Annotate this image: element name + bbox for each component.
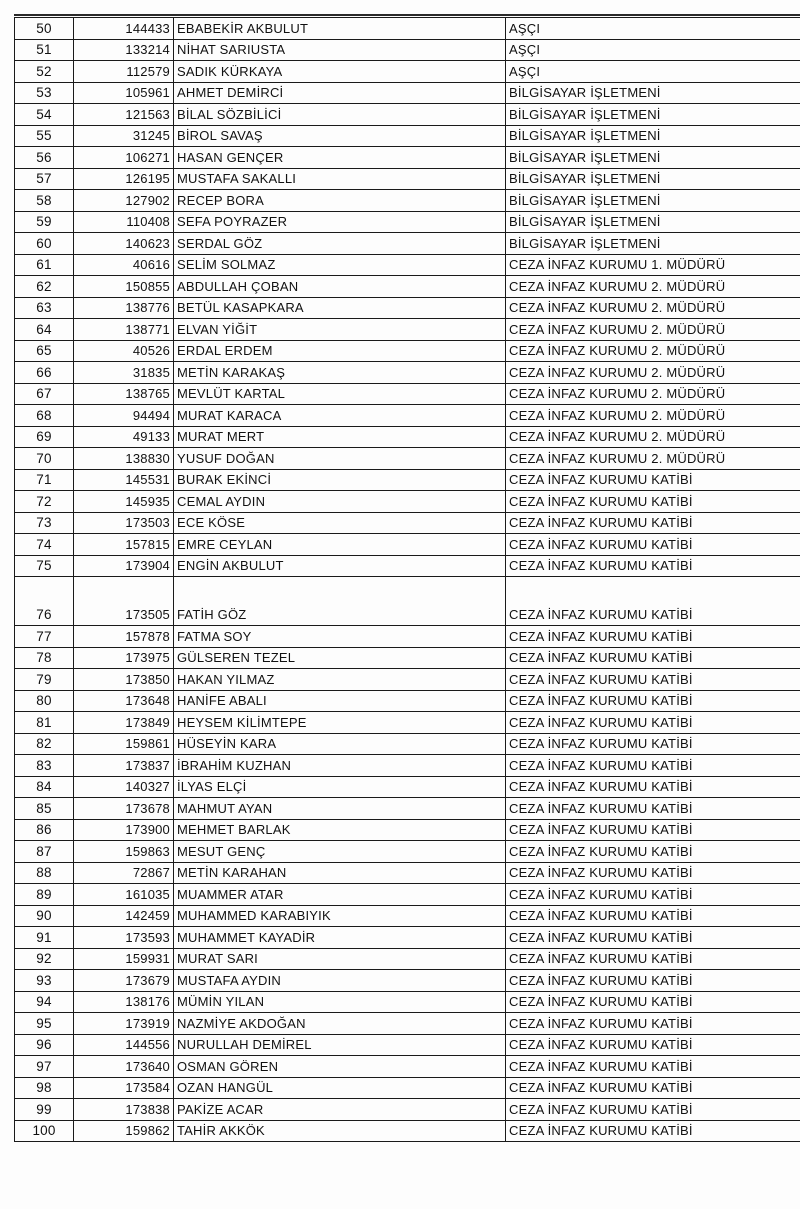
- table-row: [15, 905, 800, 927]
- registry-number: 110408: [74, 211, 174, 233]
- job-title: CEZA İNFAZ KURUMU 2. MÜDÜRÜ: [506, 319, 800, 341]
- job-title: CEZA İNFAZ KURUMU 2. MÜDÜRÜ: [506, 362, 800, 384]
- table-row: [15, 512, 800, 534]
- table-row: [15, 405, 800, 427]
- job-title: CEZA İNFAZ KURUMU 2. MÜDÜRÜ: [506, 297, 800, 319]
- registry-number: 138765: [74, 383, 174, 405]
- registry-number: 121563: [74, 104, 174, 126]
- registry-number: 105961: [74, 82, 174, 104]
- row-number: 94: [15, 991, 74, 1013]
- table-row: [15, 147, 800, 169]
- registry-number: 144556: [74, 1034, 174, 1056]
- registry-number: 161035: [74, 884, 174, 906]
- registry-number: 159931: [74, 948, 174, 970]
- row-number: 89: [15, 884, 74, 906]
- table-row: [15, 39, 800, 61]
- person-name: OZAN HANGÜL: [174, 1077, 506, 1099]
- row-number: 90: [15, 905, 74, 927]
- person-name: MAHMUT AYAN: [174, 798, 506, 820]
- registry-number: 126195: [74, 168, 174, 190]
- row-number: 59: [15, 211, 74, 233]
- registry-number: 31245: [74, 125, 174, 147]
- registry-number: 140327: [74, 776, 174, 798]
- table-row: [15, 991, 800, 1013]
- table-row: [15, 626, 800, 648]
- job-title: CEZA İNFAZ KURUMU 2. MÜDÜRÜ: [506, 448, 800, 470]
- row-number: 83: [15, 755, 74, 777]
- person-name: HÜSEYİN KARA: [174, 733, 506, 755]
- person-name: MURAT MERT: [174, 426, 506, 448]
- job-title: BİLGİSAYAR İŞLETMENİ: [506, 82, 800, 104]
- row-number: 54: [15, 104, 74, 126]
- registry-number: 138830: [74, 448, 174, 470]
- job-title: AŞÇI: [506, 39, 800, 61]
- table-row: [15, 340, 800, 362]
- job-title: CEZA İNFAZ KURUMU KATİBİ: [506, 819, 800, 841]
- person-name: BETÜL KASAPKARA: [174, 297, 506, 319]
- table-row: [15, 776, 800, 798]
- table-row: [15, 104, 800, 126]
- personnel-table: [14, 17, 800, 1142]
- person-name: AHMET DEMİRCİ: [174, 82, 506, 104]
- job-title: CEZA İNFAZ KURUMU KATİBİ: [506, 948, 800, 970]
- registry-number: 40526: [74, 340, 174, 362]
- table-row: [15, 555, 800, 577]
- job-title: CEZA İNFAZ KURUMU KATİBİ: [506, 884, 800, 906]
- registry-number: 173849: [74, 712, 174, 734]
- registry-number: 127902: [74, 190, 174, 212]
- job-title: CEZA İNFAZ KURUMU KATİBİ: [506, 1056, 800, 1078]
- table-row: [15, 948, 800, 970]
- row-number: 78: [15, 647, 74, 669]
- registry-number: 49133: [74, 426, 174, 448]
- person-name: OSMAN GÖREN: [174, 1056, 506, 1078]
- row-number: 75: [15, 555, 74, 577]
- row-number: 53: [15, 82, 74, 104]
- table-row: [15, 690, 800, 712]
- job-title: AŞÇI: [506, 61, 800, 83]
- person-name: MESUT GENÇ: [174, 841, 506, 863]
- row-number: 58: [15, 190, 74, 212]
- person-name: PAKİZE ACAR: [174, 1099, 506, 1121]
- person-name: HANİFE ABALI: [174, 690, 506, 712]
- registry-number: 173837: [74, 755, 174, 777]
- job-title: CEZA İNFAZ KURUMU 1. MÜDÜRÜ: [506, 254, 800, 276]
- table-row: [15, 297, 800, 319]
- row-number: 55: [15, 125, 74, 147]
- person-name: HASAN GENÇER: [174, 147, 506, 169]
- table-row: [15, 1099, 800, 1121]
- registry-number: 138176: [74, 991, 174, 1013]
- person-name: İLYAS ELÇİ: [174, 776, 506, 798]
- registry-number: 173900: [74, 819, 174, 841]
- registry-number: 159863: [74, 841, 174, 863]
- table-row: [15, 927, 800, 949]
- person-name: ELVAN YİĞİT: [174, 319, 506, 341]
- table-row: [15, 1034, 800, 1056]
- table-row: [15, 884, 800, 906]
- registry-number: 106271: [74, 147, 174, 169]
- job-title: BİLGİSAYAR İŞLETMENİ: [506, 190, 800, 212]
- row-number: 92: [15, 948, 74, 970]
- registry-number: 173640: [74, 1056, 174, 1078]
- person-name: NURULLAH DEMİREL: [174, 1034, 506, 1056]
- row-number: 74: [15, 534, 74, 556]
- job-title: CEZA İNFAZ KURUMU KATİBİ: [506, 534, 800, 556]
- row-number: 99: [15, 1099, 74, 1121]
- person-name: BİROL SAVAŞ: [174, 125, 506, 147]
- registry-number: 112579: [74, 61, 174, 83]
- table-row: [15, 125, 800, 147]
- person-name: TAHİR AKKÖK: [174, 1120, 506, 1142]
- registry-number: 157878: [74, 626, 174, 648]
- person-name: FATMA SOY: [174, 626, 506, 648]
- job-title: BİLGİSAYAR İŞLETMENİ: [506, 147, 800, 169]
- registry-number: 173838: [74, 1099, 174, 1121]
- job-title: BİLGİSAYAR İŞLETMENİ: [506, 211, 800, 233]
- person-name: MUHAMMED KARABIYIK: [174, 905, 506, 927]
- person-name: SERDAL GÖZ: [174, 233, 506, 255]
- row-number: 93: [15, 970, 74, 992]
- registry-number: 173503: [74, 512, 174, 534]
- job-title: CEZA İNFAZ KURUMU KATİBİ: [506, 512, 800, 534]
- person-name: MURAT SARI: [174, 948, 506, 970]
- person-name: MÜMİN YILAN: [174, 991, 506, 1013]
- job-title: CEZA İNFAZ KURUMU KATİBİ: [506, 690, 800, 712]
- row-number: 61: [15, 254, 74, 276]
- registry-number: 145935: [74, 491, 174, 513]
- person-name: SADIK KÜRKAYA: [174, 61, 506, 83]
- registry-number: 173975: [74, 647, 174, 669]
- person-name: METİN KARAKAŞ: [174, 362, 506, 384]
- job-title: CEZA İNFAZ KURUMU 2. MÜDÜRÜ: [506, 405, 800, 427]
- job-title: BİLGİSAYAR İŞLETMENİ: [506, 168, 800, 190]
- person-name: MEVLÜT KARTAL: [174, 383, 506, 405]
- person-name: MURAT KARACA: [174, 405, 506, 427]
- row-number: 91: [15, 927, 74, 949]
- job-title: CEZA İNFAZ KURUMU KATİBİ: [506, 555, 800, 577]
- registry-number: 173678: [74, 798, 174, 820]
- table-row: [15, 669, 800, 691]
- registry-number: 173584: [74, 1077, 174, 1099]
- person-name: MUHAMMET KAYADİR: [174, 927, 506, 949]
- row-number: 69: [15, 426, 74, 448]
- job-title: CEZA İNFAZ KURUMU KATİBİ: [506, 862, 800, 884]
- job-title: BİLGİSAYAR İŞLETMENİ: [506, 125, 800, 147]
- registry-number: 138776: [74, 297, 174, 319]
- table-row: [15, 577, 800, 626]
- person-name: HAKAN YILMAZ: [174, 669, 506, 691]
- registry-number: 173648: [74, 690, 174, 712]
- job-title: CEZA İNFAZ KURUMU 2. MÜDÜRÜ: [506, 426, 800, 448]
- row-number: 52: [15, 61, 74, 83]
- row-number: 56: [15, 147, 74, 169]
- table-row: [15, 233, 800, 255]
- row-number: 76: [15, 577, 74, 626]
- table-row: [15, 190, 800, 212]
- table-row: [15, 362, 800, 384]
- person-name: İBRAHİM KUZHAN: [174, 755, 506, 777]
- person-name: METİN KARAHAN: [174, 862, 506, 884]
- registry-number: 31835: [74, 362, 174, 384]
- table-row: [15, 841, 800, 863]
- row-number: 72: [15, 491, 74, 513]
- job-title: CEZA İNFAZ KURUMU KATİBİ: [506, 1013, 800, 1035]
- person-name: YUSUF DOĞAN: [174, 448, 506, 470]
- job-title: BİLGİSAYAR İŞLETMENİ: [506, 104, 800, 126]
- table-row: [15, 18, 800, 40]
- job-title: CEZA İNFAZ KURUMU KATİBİ: [506, 798, 800, 820]
- table-row: [15, 1013, 800, 1035]
- person-name: SELİM SOLMAZ: [174, 254, 506, 276]
- row-number: 65: [15, 340, 74, 362]
- person-name: MUAMMER ATAR: [174, 884, 506, 906]
- row-number: 68: [15, 405, 74, 427]
- person-name: FATİH GÖZ: [174, 577, 506, 626]
- registry-number: 173904: [74, 555, 174, 577]
- job-title: CEZA İNFAZ KURUMU KATİBİ: [506, 491, 800, 513]
- row-number: 86: [15, 819, 74, 841]
- registry-number: 72867: [74, 862, 174, 884]
- registry-number: 173679: [74, 970, 174, 992]
- registry-number: 159862: [74, 1120, 174, 1142]
- registry-number: 40616: [74, 254, 174, 276]
- registry-number: 150855: [74, 276, 174, 298]
- row-number: 82: [15, 733, 74, 755]
- table-row: [15, 647, 800, 669]
- table-row: [15, 819, 800, 841]
- table-row: [15, 712, 800, 734]
- person-name: RECEP BORA: [174, 190, 506, 212]
- row-number: 79: [15, 669, 74, 691]
- table-row: [15, 491, 800, 513]
- row-number: 100: [15, 1120, 74, 1142]
- row-number: 85: [15, 798, 74, 820]
- registry-number: 173505: [74, 577, 174, 626]
- job-title: AŞÇI: [506, 18, 800, 40]
- registry-number: 94494: [74, 405, 174, 427]
- table-row: [15, 970, 800, 992]
- job-title: CEZA İNFAZ KURUMU KATİBİ: [506, 647, 800, 669]
- person-name: ERDAL ERDEM: [174, 340, 506, 362]
- table-row: [15, 61, 800, 83]
- job-title: CEZA İNFAZ KURUMU KATİBİ: [506, 927, 800, 949]
- row-number: 87: [15, 841, 74, 863]
- row-number: 88: [15, 862, 74, 884]
- row-number: 70: [15, 448, 74, 470]
- person-name: MUSTAFA AYDIN: [174, 970, 506, 992]
- job-title: CEZA İNFAZ KURUMU KATİBİ: [506, 469, 800, 491]
- person-name: ECE KÖSE: [174, 512, 506, 534]
- job-title: BİLGİSAYAR İŞLETMENİ: [506, 233, 800, 255]
- row-number: 97: [15, 1056, 74, 1078]
- registry-number: 173919: [74, 1013, 174, 1035]
- job-title: CEZA İNFAZ KURUMU KATİBİ: [506, 970, 800, 992]
- table-row: [15, 862, 800, 884]
- table-row: [15, 1120, 800, 1142]
- table-row: [15, 469, 800, 491]
- job-title: CEZA İNFAZ KURUMU KATİBİ: [506, 841, 800, 863]
- row-number: 60: [15, 233, 74, 255]
- registry-number: 173850: [74, 669, 174, 691]
- table-row: [15, 82, 800, 104]
- job-title: CEZA İNFAZ KURUMU KATİBİ: [506, 669, 800, 691]
- row-number: 95: [15, 1013, 74, 1035]
- table-row: [15, 755, 800, 777]
- job-title: CEZA İNFAZ KURUMU KATİBİ: [506, 1120, 800, 1142]
- person-name: EMRE CEYLAN: [174, 534, 506, 556]
- row-number: 64: [15, 319, 74, 341]
- job-title: CEZA İNFAZ KURUMU KATİBİ: [506, 1077, 800, 1099]
- job-title: CEZA İNFAZ KURUMU KATİBİ: [506, 733, 800, 755]
- registry-number: 140623: [74, 233, 174, 255]
- row-number: 96: [15, 1034, 74, 1056]
- person-name: MEHMET BARLAK: [174, 819, 506, 841]
- job-title: CEZA İNFAZ KURUMU KATİBİ: [506, 1099, 800, 1121]
- registry-number: 159861: [74, 733, 174, 755]
- person-name: MUSTAFA SAKALLI: [174, 168, 506, 190]
- person-name: ENGİN AKBULUT: [174, 555, 506, 577]
- registry-number: 157815: [74, 534, 174, 556]
- row-number: 66: [15, 362, 74, 384]
- row-number: 73: [15, 512, 74, 534]
- person-name: NAZMİYE AKDOĞAN: [174, 1013, 506, 1035]
- table-row: [15, 383, 800, 405]
- person-name: BİLAL SÖZBİLİCİ: [174, 104, 506, 126]
- registry-number: 138771: [74, 319, 174, 341]
- row-number: 84: [15, 776, 74, 798]
- person-name: ABDULLAH ÇOBAN: [174, 276, 506, 298]
- row-number: 98: [15, 1077, 74, 1099]
- person-name: SEFA POYRAZER: [174, 211, 506, 233]
- job-title: CEZA İNFAZ KURUMU KATİBİ: [506, 626, 800, 648]
- job-title: CEZA İNFAZ KURUMU KATİBİ: [506, 776, 800, 798]
- job-title: CEZA İNFAZ KURUMU KATİBİ: [506, 755, 800, 777]
- table-row: [15, 276, 800, 298]
- job-title: CEZA İNFAZ KURUMU 2. MÜDÜRÜ: [506, 383, 800, 405]
- table-row: [15, 798, 800, 820]
- registry-number: 145531: [74, 469, 174, 491]
- job-title: CEZA İNFAZ KURUMU KATİBİ: [506, 1034, 800, 1056]
- row-number: 51: [15, 39, 74, 61]
- person-name: NİHAT SARIUSTA: [174, 39, 506, 61]
- registry-number: 142459: [74, 905, 174, 927]
- person-name: CEMAL AYDIN: [174, 491, 506, 513]
- row-number: 57: [15, 168, 74, 190]
- top-border: [14, 14, 800, 16]
- row-number: 63: [15, 297, 74, 319]
- row-number: 50: [15, 18, 74, 40]
- registry-number: 173593: [74, 927, 174, 949]
- registry-number: 144433: [74, 18, 174, 40]
- person-name: GÜLSEREN TEZEL: [174, 647, 506, 669]
- table-row: [15, 426, 800, 448]
- table-row: [15, 534, 800, 556]
- person-name: HEYSEM KİLİMTEPE: [174, 712, 506, 734]
- row-number: 77: [15, 626, 74, 648]
- row-number: 71: [15, 469, 74, 491]
- table-row: [15, 733, 800, 755]
- table-row: [15, 254, 800, 276]
- table-row: [15, 211, 800, 233]
- job-title: CEZA İNFAZ KURUMU KATİBİ: [506, 991, 800, 1013]
- job-title: CEZA İNFAZ KURUMU 2. MÜDÜRÜ: [506, 276, 800, 298]
- job-title: CEZA İNFAZ KURUMU KATİBİ: [506, 712, 800, 734]
- table-row: [15, 448, 800, 470]
- row-number: 67: [15, 383, 74, 405]
- registry-number: 133214: [74, 39, 174, 61]
- job-title: CEZA İNFAZ KURUMU KATİBİ: [506, 905, 800, 927]
- person-name: EBABEKİR AKBULUT: [174, 18, 506, 40]
- table-row: [15, 168, 800, 190]
- table-row: [15, 1056, 800, 1078]
- row-number: 80: [15, 690, 74, 712]
- job-title: CEZA İNFAZ KURUMU 2. MÜDÜRÜ: [506, 340, 800, 362]
- job-title: CEZA İNFAZ KURUMU KATİBİ: [506, 577, 800, 626]
- row-number: 62: [15, 276, 74, 298]
- table-row: [15, 1077, 800, 1099]
- table-row: [15, 319, 800, 341]
- person-name: BURAK EKİNCİ: [174, 469, 506, 491]
- row-number: 81: [15, 712, 74, 734]
- table-body: [15, 18, 800, 1142]
